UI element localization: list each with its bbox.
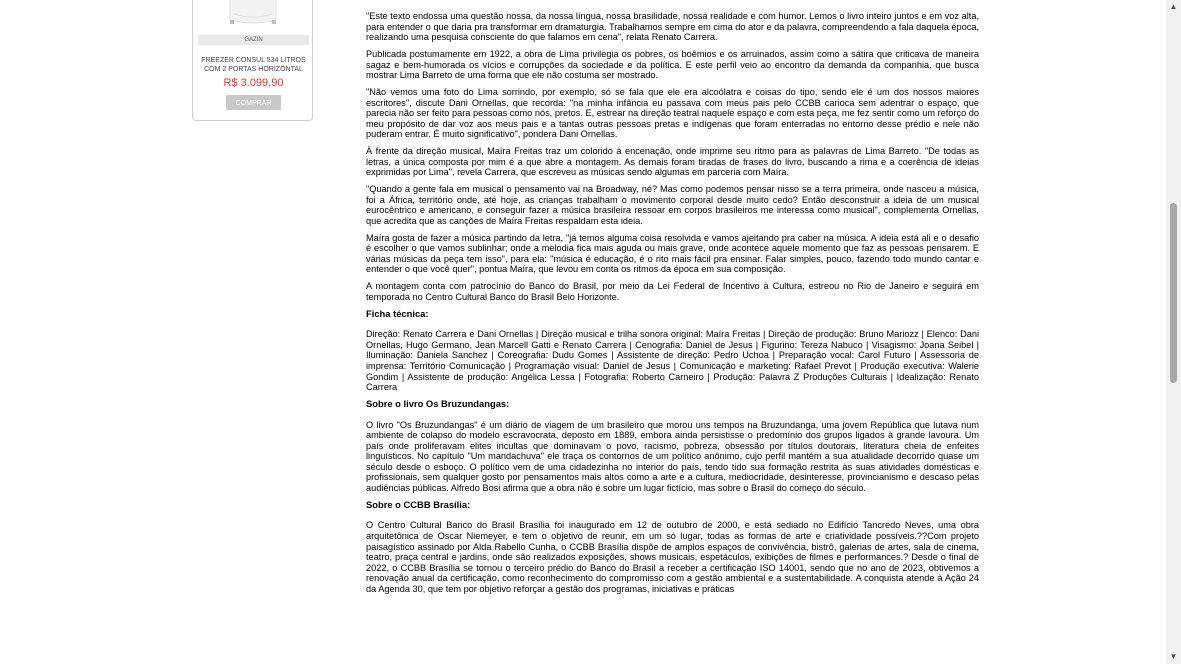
- article-paragraph: Maíra gosta de fazer a música partindo da letra, "já temos alguma coisa resolvida e vamos ajeitando pra caber na música. A ideia está ali e o desafio é escolher o que vamos sublinhar; onde a melodia fica mais aguda ou mais grave, onde acontece aquele momento que faz as pessoas pensarem. E várias músicas da peça tem isso", para ela: "música é educação, é o rito mais fácil pra ensinar. Falar simples, pouco, fazendo todo mundo cantar e entender o que você quer", pontua Maíra, que levou em conta os ritmos da época em sua composição.: [366, 232, 979, 275]
- product-price: R$ 3.099,90: [223, 77, 284, 89]
- freezer-product-image[interactable]: [226, 0, 280, 26]
- scrollbar-thumb[interactable]: [1170, 203, 1177, 383]
- livro-heading: Sobre o livro Os Bruzundangas:: [366, 397, 510, 409]
- scroll-down-icon[interactable]: ▼: [1169, 652, 1178, 661]
- article-body: [366, 11, 979, 601]
- article-paragraph: "Quando a gente fala em musical o pensamento vai na Broadway, né? Mas como podemos pensar nisso se a terra primeira, onde nasceu a música, foi a África, território onde, até hoje, as crianças trabalham o movimento corporal desde muito cedo? Então desconstruir a ideia de um musical eurocêntrico e americano, e conseguir fazer a música brasileira ressoar em corpos brasileiros me interessa como musical", complementa Ornellas, que acredita que as canções de Maíra Freitas respaldam esta ideia.: [366, 184, 979, 226]
- article-paragraph: "Não vemos uma foto do Lima sorrindo, por exemplo, só se fala que ele era alcoólatra e coisas do tipo, sendo ele é um dos nossos maiores escritores", discute Dani Ornellas, que recorda: "na minha infância eu passava com meus pais pelo CCBB carioca sem adentrar o espaço, que parecia não ser feito para pessoas como nós, pretos. E, estrear na direção teatral naquele espaço e com esta peça, me fez sentir como um reforço do meu propósito de dar voz aos meus pais e a tantas outras pessoas pretas e indígenas que foram enterradas no entorno desse prédio e nele não puderam entrar. É muito significativo", pondera Dani Ornellas.: [366, 86, 979, 140]
- product-brand: GAZIN: [198, 35, 309, 45]
- article-paragraph: A montagem conta com patrocínio do Banco do Brasil, por meio da Lei Federal de Incentivo à Cultura, estreou no Rio de Janeiro e seguirá em temporada no Centro Cultural Banco do Brasil Belo Horizonte.: [366, 281, 979, 302]
- ccbb-text: O Centro Cultural Banco do Brasil Brasília foi inaugurado em 12 de outubro de 2000, e está sediado no Edifício Tancredo Neves, uma obra arquitetônica de Oscar Niemeyer, e tem o objetivo de reunir, em um só lugar, todas as formas de arte e criatividade possíveis.??Com projeto paisagístico assinado por Alda Rabello Cunha, o CCBB Brasília dispõe de amplos espaços de convivência, bistrô, galerias de artes, sala de cinema, teatro, praça central e jardins, onde são realizados exposições, shows musicais, espetáculos, exibições de filmes e performances.? Desde o final de 2022, o CCBB Brasília se tornou o terceiro prédio do Banco do Brasil a receber a certificação ISO 14001, sendo que no ano de 2023, obtivemos a renovação anual da certificação, como reconhecimento do compromisso com a gestão ambiental e a sustentabilidade. A conquista atende à Ação 24 da Agenda 30, que tem por objetivo reforçar a gestão dos programas, iniciativas e práticas: [366, 520, 979, 594]
- ccbb-heading: Sobre o CCBB Brasília:: [366, 498, 471, 510]
- article-paragraph: À frente da direção musical, Maíra Freitas traz um colorido à encenação, onde imprime seu ritmo para as palavras de Lima Barreto. "De todas as letras, a única composta por mim é a que abre a montagem. As demais foram tiradas de frases do livro, buscando a rima e a coerência de ideias exprimidas por Lima", revela Carrera, que escreveu as músicas sendo algumas em parceria com Maíra.: [366, 146, 979, 178]
- product-card[interactable]: [192, 0, 313, 121]
- article-paragraph: Publicada postumamente em 1922, a obra de Lima privilegia os pobres, os boêmios e os arruinados, assim como a sátira que criticava de maneira sagaz e bem-humorada os vícios e corrupções da sociedade e da política. E este perfil veio ao encontro da demanda da companhia, que busca mostrar Lima Barreto de uma forma que ele não costuma ser mostrado.: [366, 48, 979, 81]
- livro-text: O livro "Os Bruzundangas" é um diário de viagem de um brasileiro que morou uns tempos na Bruzundanga, uma jovem República que lutava num ambiente de colapso do modelo escravocrata, deposto em 1889, embora ainda persistisse o predomínio dos grupos ligados à grande lavoura. Um país onde proliferavam elites incultas que dominavam o povo, racismo, pobreza, obsessão por títulos doutorais, literatura cheia de enfeites linguísticos. No capítulo "Um mandachuva" ele traça os contornos de um político anônimo, cujo perfil mantém a sua atualidade decorrido quase um século desde o esboço. O político vem de uma cidadezinha no interior do país, tendo tido sua formação restrita às suas atividades domésticas e profissionais, sem qualquer gosto por pensamentos mais altos como a arte e a cultura, mediocridade, desinteresse, provincianismo e descaso pelas audiências públicas. Alfredo Bosi afirma que a obra não é sobre um lugar fictício, mas sobre o Brasil do começo do século.: [366, 419, 979, 494]
- product-name[interactable]: FREEZER CONSUL 534 LITROS COM 2 PORTAS HORIZONTAL: [201, 57, 306, 73]
- ficha-heading: Ficha técnica:: [366, 307, 429, 319]
- buy-button[interactable]: COMPRAR: [226, 95, 281, 110]
- ficha-text: Direção: Renato Carrera e Dani Ornellas | Direção musical e trilha sonora original: Maíra Freitas | Direção de produção: Bruno Mariozz | Elenco: Dani Ornellas, Hugo Germano, Jean Marcell Gatti e Renato Carrera | Cenografia: Daniel de Jesus | Figurino: Tereza Nabuco | Visagismo: Joana Seibel | Iluminação: Daniela Sanchez | Coreografia: Dudu Gomes | Assistente de direção: Pedro Uchoa | Preparação vocal: Carol Futuro | Assessoria de imprensa: Território Comunicação | Programação visual: Daniel de Jesus | Comunicação e marketing: Rafael Prevot | Produção executiva: Walerie Gondim | Assistente de produção: Angélica Lessa | Fotografia: Roberto Carneiro | Produção: Palavra Z Produções Culturais | Idealização: Renato Carrera: [366, 329, 979, 393]
- article-paragraph: "Este texto endossa uma questão nossa, da nossa língua, nossa brasilidade, nossa realidade e com humor. Lemos o livro inteiro juntos e em voz alta, para entender o que daria pra transformar em dramaturgia. Trabalhamos sempre em cima do ator e da palavra, compreendendo a fala daquela época, realizando uma pesquisa consciente do que falamos em cena", relata Renato Carrera.: [366, 11, 979, 43]
- scroll-up-icon[interactable]: ▲: [1169, 2, 1178, 11]
- vertical-scrollbar[interactable]: [1166, 0, 1181, 664]
